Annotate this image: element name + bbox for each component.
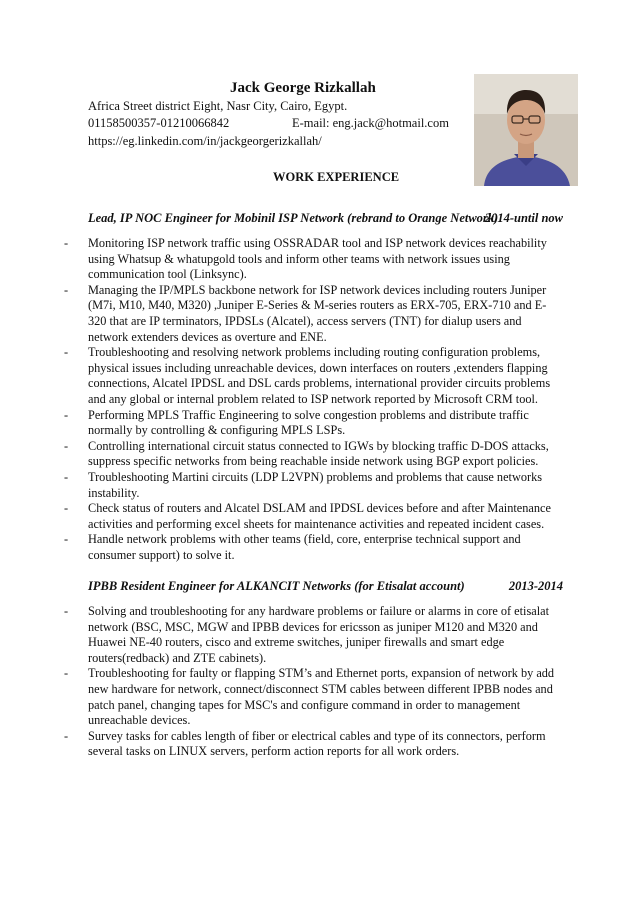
linkedin-url: https://eg.linkedin.com/in/jackgeorgerizkallah/ [88, 134, 322, 148]
duty-text: Survey tasks for cables length of fiber or electrical cables and type of its connectors, perform several tasks on LINUX servers, perform action reports for all work orders. [88, 728, 546, 759]
list-item [60, 666, 560, 728]
job-period: 2014-until now [484, 211, 563, 225]
phone-numbers: 01158500357-01210066842 [88, 116, 230, 130]
duty-text: Handle network problems with other teams (field, core, enterprise technical support and consumer support) to solve it. [88, 532, 521, 562]
list-item [60, 408, 560, 439]
duty-text: Troubleshooting Martini circuits (LDP L2VPN) problems and problems that cause networks instability. [88, 469, 543, 500]
job-role: IPBB Resident Engineer for ALKANCIT Networks (for Etisalat account) [88, 579, 465, 593]
list-item [60, 283, 560, 345]
list-item [60, 532, 560, 563]
bullet-marker: - [64, 666, 69, 681]
job-period: 2013-2014 [508, 579, 563, 593]
bullet-marker: - [64, 438, 69, 453]
bullet-marker: - [64, 501, 69, 516]
duty-text: Troubleshooting for faulty or flapping STM’s and Ethernet ports, expansion of network by add new hardware for network, connect/disconnect STM cables between different IPBB nodes and patch panel, changing tapes for MSC's and configure command in order to management unreachable devices. [88, 666, 555, 728]
job-duties-list [60, 236, 560, 563]
duty-text: Performing MPLS Traffic Engineering to solve congestion problems and distribute traffic normally by controlling & configuring MPLS LSPs. [88, 407, 529, 438]
profile-photo-image [474, 74, 578, 186]
bullet-marker: - [64, 728, 69, 743]
bullet-marker: - [64, 345, 69, 360]
duty-text: Monitoring ISP network traffic using OSSRADAR tool and ISP network devices reachability using Whatsup & whatupgold tools and inform other teams with network issues using communication tool (Linksync). [88, 236, 547, 282]
list-item [60, 604, 560, 666]
job-duties-list [60, 604, 560, 760]
email: E-mail: eng.jack@hotmail.com [292, 116, 449, 130]
duty-text: Controlling international circuit status connected to IGWs by blocking traffic D-DOS attacks, suppress specific networks from being reachable inside network using BGP export policies. [88, 438, 549, 469]
bullet-marker: - [64, 282, 69, 297]
duty-text: Check status of routers and Alcatel DSLAM and IPDSL devices before and after Maintenance activities and performing excel sheets for maintenance activities and repeated incident cases. [88, 501, 551, 531]
bullet-marker: - [64, 469, 69, 484]
list-item [60, 236, 560, 283]
profile-photo [474, 74, 578, 186]
bullet-marker: - [64, 532, 69, 547]
duty-text: Troubleshooting and resolving network problems including routing configuration problems, physical issues including unreachable devices, down interfaces on routers ,extenders flapping connections, Alcatel IPDSL and DSL cards problems, international provider circuits problems and any global or internal problem related to ISP network reported by Microsoft CRM tool. [88, 345, 551, 406]
bullet-marker: - [64, 236, 69, 250]
candidate-name: Jack George Rizkallah [230, 80, 376, 96]
duty-text: Managing the IP/MPLS backbone network for ISP network devices including routers Juniper (M7i, M10, M40, M320) ,Juniper E-Series & M-series routers as ERX-705, ERX-710 and E-320 that are IP terminators, IPDSLs (Alcatel), access servers (TNT) for dialup users and network extenders devices as overture and ENE. [88, 282, 547, 344]
address: Africa Street district Eight, Nasr City, Cairo, Egypt. [88, 99, 348, 113]
duty-text: Solving and troubleshooting for any hardware problems or failure or alarms in core of etisalat network (BSC, MSC, MGW and IPBB devices for ericsson as juniper M120 and M320 and Huawei NE-40 routers, cisco and extreme switches, juniper firewalls and smart edge routers(redback) and ZTE cabinets). [88, 604, 549, 665]
list-item [60, 345, 560, 407]
list-item [60, 439, 560, 470]
job-role: Lead, IP NOC Engineer for Mobinil ISP Network (rebrand to Orange Network) [88, 211, 499, 225]
bullet-marker: - [64, 407, 69, 422]
bullet-marker: - [64, 604, 69, 618]
list-item [60, 470, 560, 501]
list-item [60, 501, 560, 532]
section-title-text: WORK EXPERIENCE [273, 170, 400, 184]
list-item [60, 729, 560, 760]
